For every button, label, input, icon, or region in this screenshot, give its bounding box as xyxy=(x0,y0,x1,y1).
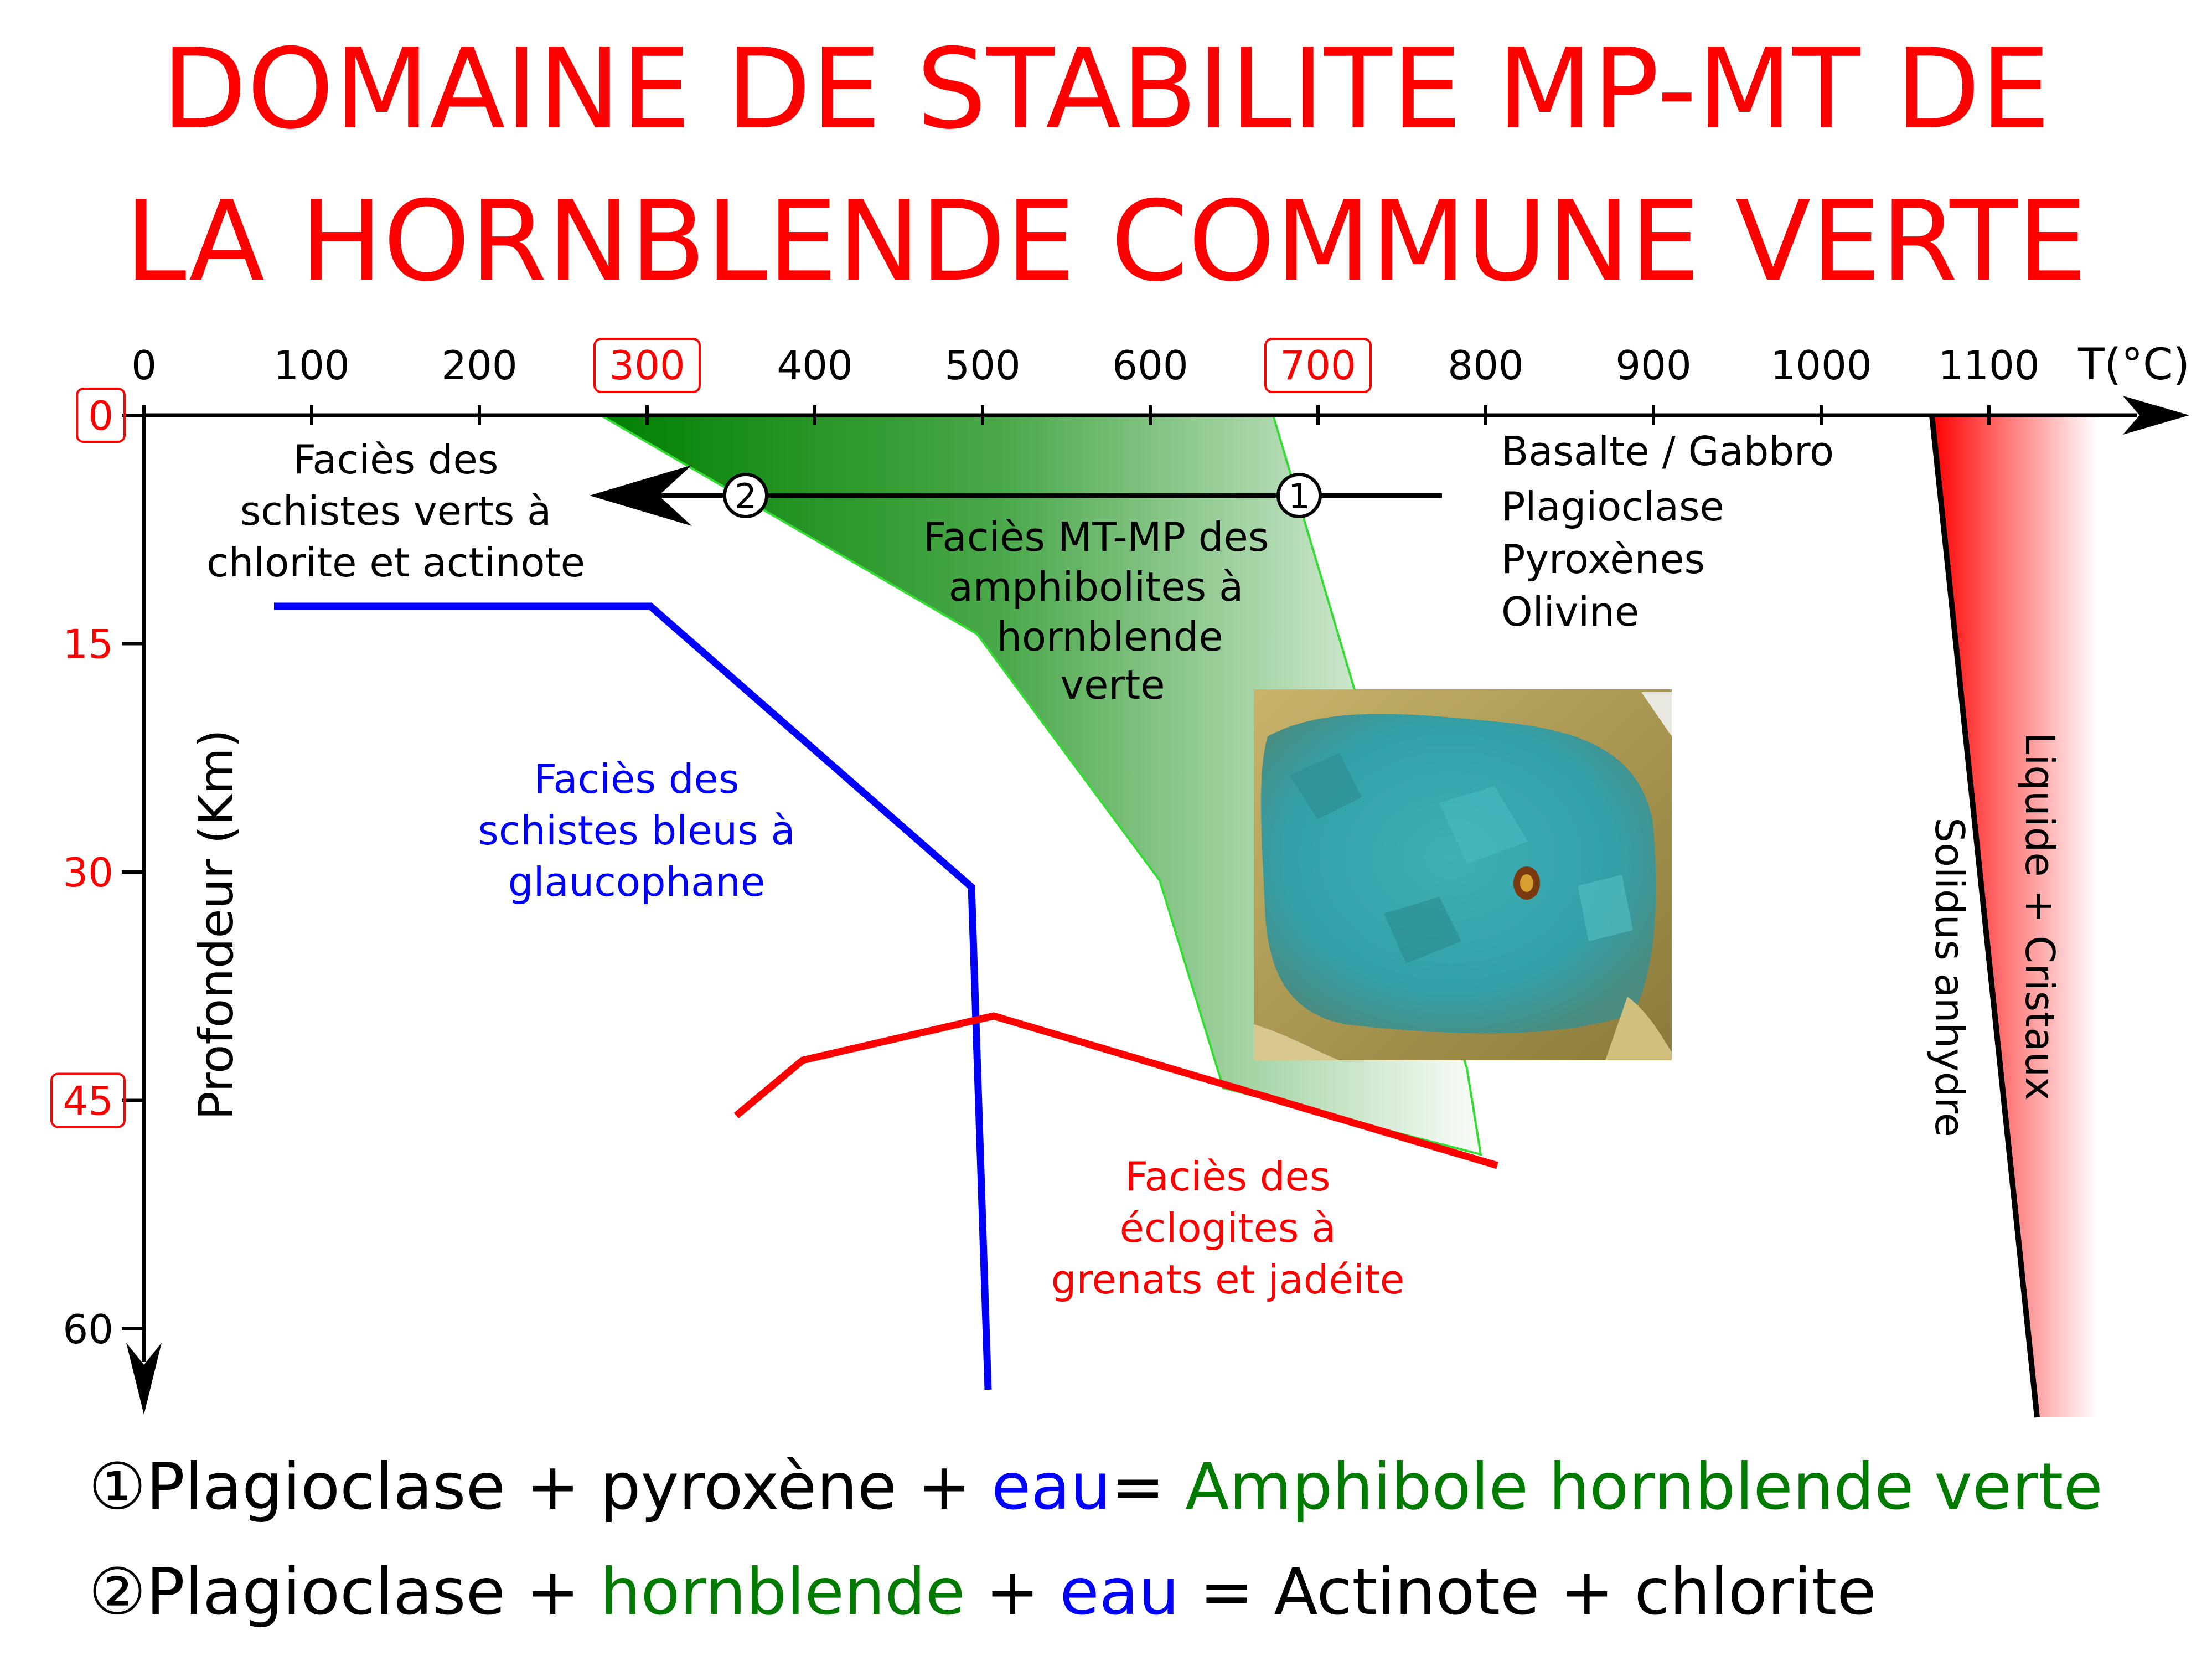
y-tick-label: 15 xyxy=(63,621,113,668)
greenschist-label-line-3: chlorite et actinote xyxy=(206,539,585,586)
reaction-equations xyxy=(89,1449,2103,1629)
y-tick-label: 0 xyxy=(88,393,113,439)
x-tick-label: 1000 xyxy=(1770,342,1872,389)
equation-term: hornblende xyxy=(599,1555,965,1629)
x-tick-label: 0 xyxy=(131,342,157,389)
greenschist-label-line-1: Faciès des xyxy=(293,436,499,483)
x-tick-label: 1100 xyxy=(1938,342,2040,389)
equation-term: = xyxy=(1111,1449,1186,1524)
equation-marker: ① xyxy=(89,1449,146,1524)
equation-term: Plagioclase + pyroxène + xyxy=(146,1449,992,1524)
y-tick-label: 60 xyxy=(63,1306,113,1353)
x-axis-unit-label: T(°C) xyxy=(2078,340,2190,390)
amphibolite-label-line-3: hornblende xyxy=(996,613,1223,660)
blueschist-label-line-1: Faciès des xyxy=(534,756,740,802)
protolith-label-line-2: Plagioclase xyxy=(1501,483,1724,530)
solidus-label: Solidus anhydre xyxy=(1926,817,1973,1137)
y-axis-label: Profondeur (Km) xyxy=(189,729,244,1120)
title-line-1: DOMAINE DE STABILITE MP-MT DE xyxy=(161,25,2051,154)
path-marker-1 xyxy=(1278,474,1320,517)
x-tick-label: 200 xyxy=(441,342,518,389)
eclogite-label-line-1: Faciès des xyxy=(1125,1153,1331,1200)
equation-marker: ② xyxy=(89,1555,146,1629)
blueschist-label-line-2: schistes bleus à xyxy=(478,807,795,854)
title-line-2: LA HORNBLENDE COMMUNE VERTE xyxy=(125,177,2087,306)
equation-term: = Actinote + chlorite xyxy=(1179,1555,1877,1629)
x-tick-label: 800 xyxy=(1448,342,1524,389)
hornblende-thin-section-micrograph xyxy=(1254,689,1672,1060)
blueschist-facies-label xyxy=(478,756,795,905)
liquid-crystals-label: Liquide + Cristaux xyxy=(2017,732,2063,1101)
protolith-label xyxy=(1501,428,1834,635)
eclogite-label-line-3: grenats et jadéite xyxy=(1051,1256,1405,1303)
path-marker-1-label: 1 xyxy=(1288,476,1310,517)
equation-1 xyxy=(89,1449,2103,1524)
amphibolite-label-line-2: amphibolites à xyxy=(948,564,1244,610)
path-marker-2 xyxy=(725,474,767,517)
eclogite-label-line-2: éclogites à xyxy=(1119,1205,1336,1251)
blueschist-label-line-3: glaucophane xyxy=(508,859,766,905)
eclogite-facies-label xyxy=(1051,1153,1404,1303)
x-tick-label: 400 xyxy=(777,342,853,389)
greenschist-facies-label xyxy=(206,436,585,586)
x-tick-label: 100 xyxy=(273,342,350,389)
x-tick-label: 300 xyxy=(609,342,685,389)
x-axis-ticks xyxy=(131,339,2040,425)
protolith-label-line-3: Pyroxènes xyxy=(1501,536,1705,582)
y-tick-label: 30 xyxy=(63,849,113,896)
y-axis-ticks xyxy=(51,389,144,1353)
blueschist-boundary-line xyxy=(274,606,988,1390)
protolith-label-line-1: Basalte / Gabbro xyxy=(1501,428,1834,474)
amphibolite-label-line-1: Faciès MT-MP des xyxy=(923,514,1269,560)
equation-term: eau xyxy=(991,1449,1112,1524)
equation-2 xyxy=(89,1555,1877,1629)
equation-term: + xyxy=(965,1555,1060,1629)
x-tick-label: 700 xyxy=(1280,342,1356,389)
equation-term: eau xyxy=(1060,1555,1180,1629)
x-tick-label: 500 xyxy=(944,342,1021,389)
x-tick-label: 900 xyxy=(1615,342,1692,389)
equation-term: Plagioclase + xyxy=(146,1555,600,1629)
y-tick-label: 45 xyxy=(63,1077,113,1124)
greenschist-label-line-2: schistes verts à xyxy=(240,488,552,534)
protolith-label-line-4: Olivine xyxy=(1501,589,1640,635)
path-marker-2-label: 2 xyxy=(735,476,757,517)
amphibolite-label-line-4: verte xyxy=(1060,662,1165,708)
equation-term: Amphibole hornblende verte xyxy=(1185,1449,2103,1524)
x-tick-label: 600 xyxy=(1112,342,1188,389)
